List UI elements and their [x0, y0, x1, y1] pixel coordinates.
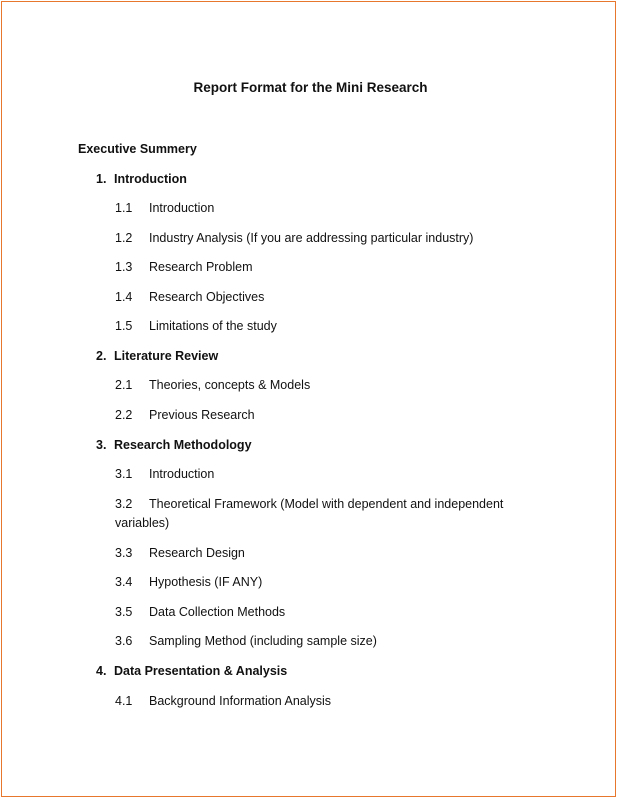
section-number: 1.	[96, 172, 107, 186]
list-item	[115, 288, 264, 307]
item-text: Industry Analysis (If you are addressing particular industry)	[149, 231, 474, 245]
item-number: 2.2	[115, 408, 133, 422]
item-text: Introduction	[149, 201, 215, 215]
item-text: Hypothesis (IF ANY)	[149, 575, 263, 589]
list-item	[115, 317, 277, 336]
section-heading-introduction	[96, 171, 187, 187]
item-number: 1.2	[115, 231, 133, 245]
item-number: 4.1	[115, 694, 133, 708]
item-text: Previous Research	[149, 408, 255, 422]
item-text: Introduction	[149, 467, 215, 481]
item-number: 1.3	[115, 260, 133, 274]
item-number: 1.1	[115, 201, 133, 215]
section-heading-literature-review	[96, 348, 218, 364]
list-item	[115, 603, 285, 622]
list-item	[115, 229, 473, 248]
list-item	[115, 465, 214, 484]
section-title: Literature Review	[114, 349, 219, 363]
item-number: 3.3	[115, 546, 133, 560]
item-number: 3.4	[115, 575, 133, 589]
section-number: 4.	[96, 664, 107, 678]
section-title: Introduction	[114, 172, 187, 186]
item-number: 3.1	[115, 467, 133, 481]
item-number: 3.6	[115, 634, 133, 648]
list-item	[115, 692, 331, 711]
item-text: Limitations of the study	[149, 319, 277, 333]
section-heading-data-presentation	[96, 663, 287, 679]
item-number: 2.1	[115, 378, 133, 392]
item-text: Background Information Analysis	[149, 694, 332, 708]
item-text: Data Collection Methods	[149, 605, 286, 619]
section-title: Research Methodology	[114, 438, 252, 452]
list-item	[115, 495, 535, 533]
item-text: Research Design	[149, 546, 245, 560]
list-item	[115, 544, 245, 563]
list-item	[115, 573, 262, 592]
item-text: Research Objectives	[149, 290, 265, 304]
item-number: 1.5	[115, 319, 133, 333]
section-number: 3.	[96, 438, 107, 452]
list-item	[115, 199, 214, 218]
item-text: Sampling Method (including sample size)	[149, 634, 377, 648]
section-heading-research-methodology	[96, 437, 252, 453]
section-title: Data Presentation & Analysis	[114, 664, 288, 678]
section-number: 2.	[96, 349, 107, 363]
item-number: 1.4	[115, 290, 133, 304]
list-item	[115, 376, 310, 395]
document-page	[1, 1, 616, 797]
list-item	[115, 406, 255, 425]
list-item	[115, 632, 377, 651]
list-item	[115, 258, 253, 277]
item-text: Theoretical Framework (Model with dependent and independent variables)	[115, 497, 504, 530]
item-text: Theories, concepts & Models	[149, 378, 311, 392]
executive-summary-heading: Executive Summery	[78, 142, 197, 156]
item-text: Research Problem	[149, 260, 253, 274]
item-number: 3.2	[115, 497, 133, 511]
item-number: 3.5	[115, 605, 133, 619]
document-title: Report Format for the Mini Research	[193, 80, 428, 95]
